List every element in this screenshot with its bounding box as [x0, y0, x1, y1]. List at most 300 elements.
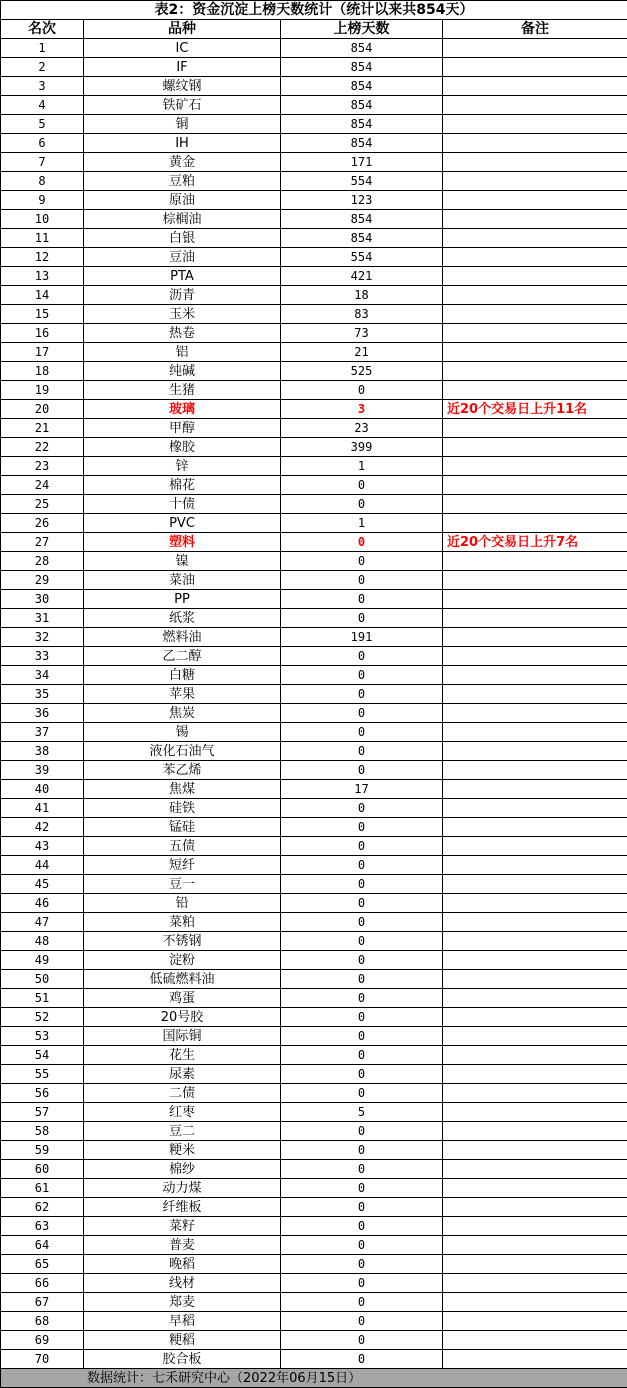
- table-row: [1, 172, 627, 191]
- note-cell: [443, 951, 627, 970]
- rank-cell: 22: [1, 438, 84, 457]
- table-row: [1, 856, 627, 875]
- table-row: [1, 438, 627, 457]
- rank-cell: 67: [1, 1293, 84, 1312]
- table-row: [1, 248, 627, 267]
- days-cell: 0: [281, 609, 443, 628]
- days-cell: 399: [281, 438, 443, 457]
- table-row: [1, 210, 627, 229]
- note-cell: 近20个交易日上升11名: [443, 400, 627, 419]
- rank-cell: 18: [1, 362, 84, 381]
- days-cell: 554: [281, 248, 443, 267]
- table-row: [1, 1141, 627, 1160]
- table-row: [1, 609, 627, 628]
- note-cell: [443, 438, 627, 457]
- note-cell: [443, 1122, 627, 1141]
- note-cell: [443, 647, 627, 666]
- days-cell: 0: [281, 1065, 443, 1084]
- variety-cell: 铜: [84, 115, 281, 134]
- days-cell: 0: [281, 1046, 443, 1065]
- note-cell: [443, 571, 627, 590]
- rank-cell: 60: [1, 1160, 84, 1179]
- note-cell: [443, 799, 627, 818]
- rank-cell: 1: [1, 39, 84, 58]
- table-row: [1, 1255, 627, 1274]
- days-cell: 1: [281, 457, 443, 476]
- note-cell: [443, 609, 627, 628]
- table-row: [1, 913, 627, 932]
- note-cell: [443, 1179, 627, 1198]
- days-cell: 0: [281, 685, 443, 704]
- variety-cell: 早稻: [84, 1312, 281, 1331]
- variety-cell: 晚稻: [84, 1255, 281, 1274]
- table-row: [1, 1160, 627, 1179]
- note-cell: [443, 761, 627, 780]
- rank-cell: 52: [1, 1008, 84, 1027]
- variety-cell: 粳米: [84, 1141, 281, 1160]
- days-cell: 0: [281, 590, 443, 609]
- variety-cell: IF: [84, 58, 281, 77]
- variety-cell: 棉纱: [84, 1160, 281, 1179]
- variety-cell: 锌: [84, 457, 281, 476]
- rank-cell: 55: [1, 1065, 84, 1084]
- variety-cell: 棕榈油: [84, 210, 281, 229]
- note-cell: [443, 1331, 627, 1350]
- rank-cell: 27: [1, 533, 84, 552]
- variety-cell: 螺纹钢: [84, 77, 281, 96]
- table-row: [1, 324, 627, 343]
- table-row: [1, 1103, 627, 1122]
- days-cell: 0: [281, 1312, 443, 1331]
- rank-cell: 25: [1, 495, 84, 514]
- note-cell: [443, 39, 627, 58]
- rank-cell: 45: [1, 875, 84, 894]
- rank-cell: 40: [1, 780, 84, 799]
- days-cell: 0: [281, 761, 443, 780]
- variety-cell: 红枣: [84, 1103, 281, 1122]
- table-row: [1, 286, 627, 305]
- note-cell: [443, 856, 627, 875]
- rank-cell: 7: [1, 153, 84, 172]
- days-cell: 0: [281, 1293, 443, 1312]
- rank-cell: 57: [1, 1103, 84, 1122]
- note-cell: [443, 932, 627, 951]
- note-cell: [443, 514, 627, 533]
- table-row: [1, 134, 627, 153]
- variety-cell: 玉米: [84, 305, 281, 324]
- variety-cell: 苹果: [84, 685, 281, 704]
- table-row: [1, 1274, 627, 1293]
- note-cell: [443, 172, 627, 191]
- table-row: [1, 761, 627, 780]
- note-cell: [443, 419, 627, 438]
- table-row: [1, 571, 627, 590]
- table-row: [1, 305, 627, 324]
- variety-cell: 豆油: [84, 248, 281, 267]
- table-row: [1, 837, 627, 856]
- note-cell: [443, 476, 627, 495]
- rank-cell: 23: [1, 457, 84, 476]
- variety-cell: 低硫燃料油: [84, 970, 281, 989]
- note-cell: [443, 590, 627, 609]
- note-cell: [443, 153, 627, 172]
- header-row: [1, 20, 627, 39]
- note-cell: [443, 1141, 627, 1160]
- days-cell: 0: [281, 1331, 443, 1350]
- days-cell: 0: [281, 1198, 443, 1217]
- variety-cell: 十债: [84, 495, 281, 514]
- table-row: [1, 1084, 627, 1103]
- note-cell: [443, 1217, 627, 1236]
- table-row: [1, 875, 627, 894]
- rank-cell: 16: [1, 324, 84, 343]
- variety-cell: 热卷: [84, 324, 281, 343]
- table-row: [1, 229, 627, 248]
- note-cell: [443, 723, 627, 742]
- days-cell: 0: [281, 1350, 443, 1369]
- rank-cell: 15: [1, 305, 84, 324]
- days-cell: 0: [281, 723, 443, 742]
- note-cell: [443, 1236, 627, 1255]
- days-cell: 0: [281, 1255, 443, 1274]
- rank-cell: 35: [1, 685, 84, 704]
- days-cell: 0: [281, 989, 443, 1008]
- variety-cell: 原油: [84, 191, 281, 210]
- rank-cell: 66: [1, 1274, 84, 1293]
- note-cell: [443, 685, 627, 704]
- rank-cell: 39: [1, 761, 84, 780]
- days-cell: 3: [281, 400, 443, 419]
- variety-cell: 乙二醇: [84, 647, 281, 666]
- days-cell: 0: [281, 647, 443, 666]
- header-days: 上榜天数: [281, 20, 443, 39]
- note-cell: [443, 381, 627, 400]
- variety-cell: 玻璃: [84, 400, 281, 419]
- note-cell: [443, 552, 627, 571]
- note-cell: [443, 248, 627, 267]
- table-row: [1, 514, 627, 533]
- note-cell: [443, 628, 627, 647]
- table-row: [1, 1236, 627, 1255]
- variety-cell: 锰硅: [84, 818, 281, 837]
- days-cell: 0: [281, 1008, 443, 1027]
- table-row: [1, 1293, 627, 1312]
- rank-cell: 42: [1, 818, 84, 837]
- days-cell: 854: [281, 134, 443, 153]
- table-row: [1, 780, 627, 799]
- variety-cell: 棉花: [84, 476, 281, 495]
- variety-cell: 豆粕: [84, 172, 281, 191]
- rank-cell: 59: [1, 1141, 84, 1160]
- note-cell: [443, 780, 627, 799]
- note-cell: [443, 1198, 627, 1217]
- rank-cell: 56: [1, 1084, 84, 1103]
- days-cell: 0: [281, 1084, 443, 1103]
- note-cell: [443, 191, 627, 210]
- rank-cell: 54: [1, 1046, 84, 1065]
- note-cell: [443, 1027, 627, 1046]
- table-row: [1, 1350, 627, 1369]
- table-row: [1, 1065, 627, 1084]
- rank-cell: 70: [1, 1350, 84, 1369]
- variety-cell: 燃料油: [84, 628, 281, 647]
- rank-cell: 63: [1, 1217, 84, 1236]
- days-cell: 191: [281, 628, 443, 647]
- variety-cell: PVC: [84, 514, 281, 533]
- note-cell: [443, 875, 627, 894]
- days-cell: 0: [281, 799, 443, 818]
- rank-cell: 68: [1, 1312, 84, 1331]
- days-cell: 854: [281, 96, 443, 115]
- variety-cell: 沥青: [84, 286, 281, 305]
- rank-cell: 19: [1, 381, 84, 400]
- rank-cell: 3: [1, 77, 84, 96]
- days-cell: 0: [281, 951, 443, 970]
- data-source-footer: 数据统计：七禾研究中心（2022年06月15日）: [1, 1369, 627, 1388]
- rank-cell: 64: [1, 1236, 84, 1255]
- rank-cell: 36: [1, 704, 84, 723]
- table-row: [1, 58, 627, 77]
- variety-cell: 锡: [84, 723, 281, 742]
- note-cell: [443, 1350, 627, 1369]
- table-row: [1, 666, 627, 685]
- days-cell: 0: [281, 1122, 443, 1141]
- variety-cell: 菜籽: [84, 1217, 281, 1236]
- days-cell: 854: [281, 229, 443, 248]
- rank-cell: 26: [1, 514, 84, 533]
- note-cell: [443, 495, 627, 514]
- table-body: [1, 39, 627, 1369]
- rank-cell: 47: [1, 913, 84, 932]
- table-row: [1, 989, 627, 1008]
- days-cell: 123: [281, 191, 443, 210]
- variety-cell: 生猪: [84, 381, 281, 400]
- note-cell: [443, 305, 627, 324]
- note-cell: [443, 1084, 627, 1103]
- variety-cell: 线材: [84, 1274, 281, 1293]
- variety-cell: 动力煤: [84, 1179, 281, 1198]
- days-cell: 83: [281, 305, 443, 324]
- table-row: [1, 685, 627, 704]
- note-cell: [443, 134, 627, 153]
- rank-cell: 62: [1, 1198, 84, 1217]
- variety-cell: 焦炭: [84, 704, 281, 723]
- note-cell: [443, 210, 627, 229]
- days-cell: 0: [281, 932, 443, 951]
- variety-cell: 铝: [84, 343, 281, 362]
- table-row: [1, 970, 627, 989]
- days-cell: 0: [281, 1141, 443, 1160]
- table-row: [1, 932, 627, 951]
- variety-cell: 不锈钢: [84, 932, 281, 951]
- table-row: [1, 381, 627, 400]
- rank-cell: 17: [1, 343, 84, 362]
- rank-cell: 50: [1, 970, 84, 989]
- variety-cell: 国际铜: [84, 1027, 281, 1046]
- rank-cell: 49: [1, 951, 84, 970]
- days-cell: 854: [281, 210, 443, 229]
- days-cell: 0: [281, 818, 443, 837]
- table-row: [1, 77, 627, 96]
- note-cell: [443, 1103, 627, 1122]
- rank-cell: 69: [1, 1331, 84, 1350]
- variety-cell: PP: [84, 590, 281, 609]
- variety-cell: IH: [84, 134, 281, 153]
- note-cell: [443, 1065, 627, 1084]
- variety-cell: 豆一: [84, 875, 281, 894]
- days-cell: 0: [281, 495, 443, 514]
- days-cell: 0: [281, 837, 443, 856]
- days-cell: 0: [281, 1160, 443, 1179]
- variety-cell: 花生: [84, 1046, 281, 1065]
- table-row: [1, 343, 627, 362]
- variety-cell: IC: [84, 39, 281, 58]
- note-cell: [443, 362, 627, 381]
- variety-cell: 豆二: [84, 1122, 281, 1141]
- table-row: [1, 647, 627, 666]
- rank-cell: 46: [1, 894, 84, 913]
- rank-cell: 61: [1, 1179, 84, 1198]
- note-cell: [443, 894, 627, 913]
- days-cell: 0: [281, 666, 443, 685]
- note-cell: [443, 77, 627, 96]
- table-row: [1, 1046, 627, 1065]
- note-cell: [443, 989, 627, 1008]
- note-cell: [443, 666, 627, 685]
- days-cell: 854: [281, 115, 443, 134]
- rank-cell: 48: [1, 932, 84, 951]
- rank-cell: 5: [1, 115, 84, 134]
- days-cell: 73: [281, 324, 443, 343]
- variety-cell: 纯碱: [84, 362, 281, 381]
- days-cell: 0: [281, 742, 443, 761]
- rank-cell: 58: [1, 1122, 84, 1141]
- days-cell: 0: [281, 476, 443, 495]
- variety-cell: 尿素: [84, 1065, 281, 1084]
- table-row: [1, 419, 627, 438]
- table-row: [1, 39, 627, 58]
- days-cell: 1: [281, 514, 443, 533]
- rank-cell: 30: [1, 590, 84, 609]
- table-row: [1, 267, 627, 286]
- note-cell: [443, 457, 627, 476]
- table-row: [1, 457, 627, 476]
- days-cell: 171: [281, 153, 443, 172]
- note-cell: [443, 1008, 627, 1027]
- variety-cell: 铁矿石: [84, 96, 281, 115]
- days-cell: 0: [281, 970, 443, 989]
- table-row: [1, 552, 627, 571]
- note-cell: [443, 837, 627, 856]
- days-cell: 525: [281, 362, 443, 381]
- table-row: [1, 1312, 627, 1331]
- variety-cell: 白糖: [84, 666, 281, 685]
- table-row: [1, 894, 627, 913]
- note-cell: [443, 742, 627, 761]
- variety-cell: 纸浆: [84, 609, 281, 628]
- table-row: [1, 1008, 627, 1027]
- note-cell: [443, 286, 627, 305]
- rank-cell: 10: [1, 210, 84, 229]
- rank-cell: 43: [1, 837, 84, 856]
- header-variety: 品种: [84, 20, 281, 39]
- note-cell: [443, 818, 627, 837]
- table-row: [1, 723, 627, 742]
- note-cell: [443, 1274, 627, 1293]
- rank-cell: 24: [1, 476, 84, 495]
- table-row: [1, 191, 627, 210]
- rank-cell: 53: [1, 1027, 84, 1046]
- rank-cell: 31: [1, 609, 84, 628]
- days-cell: 0: [281, 1179, 443, 1198]
- rank-cell: 8: [1, 172, 84, 191]
- rank-cell: 33: [1, 647, 84, 666]
- variety-cell: 甲醇: [84, 419, 281, 438]
- variety-cell: 五债: [84, 837, 281, 856]
- days-cell: 0: [281, 552, 443, 571]
- header-note: 备注: [443, 20, 627, 39]
- note-cell: [443, 1160, 627, 1179]
- table-row: [1, 590, 627, 609]
- table-row: [1, 533, 627, 552]
- days-cell: 0: [281, 1236, 443, 1255]
- days-cell: 0: [281, 1274, 443, 1293]
- rank-cell: 9: [1, 191, 84, 210]
- variety-cell: 镍: [84, 552, 281, 571]
- footer-row: [1, 1369, 627, 1388]
- days-cell: 854: [281, 58, 443, 77]
- rank-cell: 32: [1, 628, 84, 647]
- days-cell: 21: [281, 343, 443, 362]
- days-cell: 0: [281, 533, 443, 552]
- table-row: [1, 96, 627, 115]
- variety-cell: 苯乙烯: [84, 761, 281, 780]
- rank-cell: 41: [1, 799, 84, 818]
- rank-cell: 37: [1, 723, 84, 742]
- days-cell: 0: [281, 894, 443, 913]
- rank-cell: 12: [1, 248, 84, 267]
- variety-cell: 胶合板: [84, 1350, 281, 1369]
- variety-cell: 郑麦: [84, 1293, 281, 1312]
- days-cell: 17: [281, 780, 443, 799]
- table-row: [1, 1027, 627, 1046]
- rank-cell: 11: [1, 229, 84, 248]
- variety-cell: 铅: [84, 894, 281, 913]
- table-row: [1, 362, 627, 381]
- table-row: [1, 704, 627, 723]
- note-cell: [443, 115, 627, 134]
- table-row: [1, 1179, 627, 1198]
- rank-cell: 28: [1, 552, 84, 571]
- table-row: [1, 153, 627, 172]
- variety-cell: 橡胶: [84, 438, 281, 457]
- rank-cell: 51: [1, 989, 84, 1008]
- note-cell: [443, 96, 627, 115]
- variety-cell: 普麦: [84, 1236, 281, 1255]
- rank-cell: 2: [1, 58, 84, 77]
- rank-cell: 44: [1, 856, 84, 875]
- rank-cell: 65: [1, 1255, 84, 1274]
- days-cell: 0: [281, 913, 443, 932]
- table-title: 表2：资金沉淀上榜天数统计（统计以来共854天）: [1, 1, 627, 20]
- table-row: [1, 1217, 627, 1236]
- table-row: [1, 115, 627, 134]
- table-row: [1, 799, 627, 818]
- rank-cell: 29: [1, 571, 84, 590]
- days-cell: 0: [281, 704, 443, 723]
- variety-cell: 20号胶: [84, 1008, 281, 1027]
- note-cell: 近20个交易日上升7名: [443, 533, 627, 552]
